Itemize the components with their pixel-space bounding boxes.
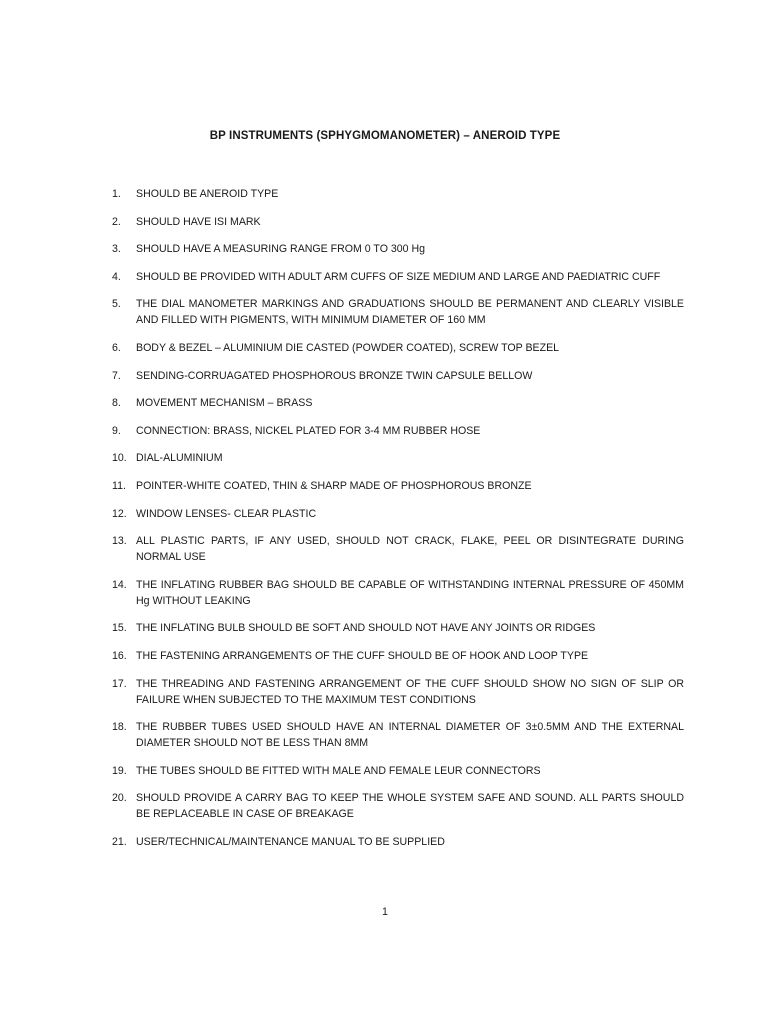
list-item-number: 10. bbox=[112, 452, 127, 465]
list-item-number: 5. bbox=[112, 298, 121, 311]
list-item-text: THE DIAL MANOMETER MARKINGS AND GRADUATIONS SHOULD BE PERMANENT AND CLEARLY VISIBLE AND FILLED WITH PIGMENTS, WITH MINIMUM DIAMETER OF 160 MM bbox=[136, 298, 684, 327]
page-number: 1 bbox=[382, 906, 388, 918]
list-item-text: SHOULD HAVE A MEASURING RANGE FROM 0 TO 300 Hg bbox=[136, 243, 426, 256]
list-item-number: 9. bbox=[112, 424, 121, 437]
list-item bbox=[112, 340, 684, 356]
list-item-number: 7. bbox=[112, 369, 121, 382]
list-item-text: ALL PLASTIC PARTS, IF ANY USED, SHOULD NOT CRACK, FLAKE, PEEL OR DISINTEGRATE DURING NORMAL USE bbox=[136, 535, 684, 564]
list-item-text: WINDOW LENSES- CLEAR PLASTIC bbox=[136, 507, 317, 520]
list-item bbox=[112, 296, 684, 328]
list-item-text: POINTER-WHITE COATED, THIN & SHARP MADE OF PHOSPHOROUS BRONZE bbox=[136, 479, 532, 492]
list-item bbox=[112, 478, 684, 494]
list-item bbox=[112, 648, 684, 664]
list-item-number: 15. bbox=[112, 622, 127, 635]
list-item-text: SHOULD BE ANEROID TYPE bbox=[136, 188, 279, 200]
list-item bbox=[112, 214, 684, 230]
list-item-number: 8. bbox=[112, 397, 121, 410]
list-item-text: SHOULD PROVIDE A CARRY BAG TO KEEP THE WHOLE SYSTEM SAFE AND SOUND. ALL PARTS SHOULD BE REPLACEABLE IN CASE OF BREAKAGE bbox=[136, 792, 684, 821]
list-item-number: 18. bbox=[112, 721, 127, 734]
list-item bbox=[112, 620, 684, 636]
list-item bbox=[112, 506, 684, 522]
list-item bbox=[112, 834, 684, 850]
list-item-number: 6. bbox=[112, 341, 121, 354]
document-title: BP INSTRUMENTS (SPHYGMOMANOMETER) – ANEROID TYPE bbox=[209, 130, 561, 142]
list-item-text: SHOULD BE PROVIDED WITH ADULT ARM CUFFS OF SIZE MEDIUM AND LARGE AND PAEDIATRIC CUFF bbox=[136, 270, 661, 283]
list-item-text: THE INFLATING RUBBER BAG SHOULD BE CAPABLE OF WITHSTANDING INTERNAL PRESSURE OF 450MM Hg WITHOUT LEAKING bbox=[136, 578, 684, 607]
list-item-text: SENDING-CORRUAGATED PHOSPHOROUS BRONZE TWIN CAPSULE BELLOW bbox=[136, 369, 533, 382]
list-item-number: 13. bbox=[112, 535, 127, 548]
list-item bbox=[112, 368, 684, 384]
list-item bbox=[112, 186, 684, 202]
list-item bbox=[112, 676, 684, 708]
list-item bbox=[112, 395, 684, 411]
list-item bbox=[112, 719, 684, 751]
list-item-number: 21. bbox=[112, 835, 127, 848]
list-item bbox=[112, 577, 684, 609]
list-item-number: 2. bbox=[112, 215, 121, 228]
list-item-text: SHOULD HAVE ISI MARK bbox=[136, 215, 261, 228]
list-item-text: THE FASTENING ARRANGEMENTS OF THE CUFF SHOULD BE OF HOOK AND LOOP TYPE bbox=[136, 649, 589, 662]
list-item bbox=[112, 450, 684, 466]
list-item bbox=[112, 241, 684, 257]
specification-list bbox=[112, 186, 684, 861]
list-item-number: 12. bbox=[112, 507, 127, 520]
list-item-number: 20. bbox=[112, 792, 127, 805]
list-item-text: THE THREADING AND FASTENING ARRANGEMENT OF THE CUFF SHOULD SHOW NO SIGN OF SLIP OR FAILURE WHEN SUBJECTED TO THE MAXIMUM TEST CONDITIONS bbox=[136, 677, 684, 706]
list-item-text: THE INFLATING BULB SHOULD BE SOFT AND SHOULD NOT HAVE ANY JOINTS OR RIDGES bbox=[136, 622, 596, 635]
list-item-number: 14. bbox=[112, 578, 127, 591]
list-item-text: THE RUBBER TUBES USED SHOULD HAVE AN INTERNAL DIAMETER OF 3±0.5MM AND THE EXTERNAL DIAMETER SHOULD NOT BE LESS THAN 8MM bbox=[136, 721, 684, 750]
list-item-text: THE TUBES SHOULD BE FITTED WITH MALE AND FEMALE LEUR CONNECTORS bbox=[136, 764, 541, 777]
list-item-number: 16. bbox=[112, 649, 127, 662]
list-item bbox=[112, 269, 684, 285]
list-item-number: 11. bbox=[112, 479, 126, 492]
list-item bbox=[112, 533, 684, 565]
list-item-text: BODY & BEZEL – ALUMINIUM DIE CASTED (POWDER COATED), SCREW TOP BEZEL bbox=[136, 341, 560, 354]
list-item bbox=[112, 423, 684, 439]
list-item bbox=[112, 790, 684, 822]
list-item-text: USER/TECHNICAL/MAINTENANCE MANUAL TO BE SUPPLIED bbox=[136, 835, 445, 848]
list-item-number: 3. bbox=[112, 243, 121, 256]
list-item-number: 4. bbox=[112, 270, 121, 283]
list-item-text: DIAL-ALUMINIUM bbox=[136, 452, 223, 465]
list-item-number: 1. bbox=[112, 188, 121, 200]
list-item-text: CONNECTION: BRASS, NICKEL PLATED FOR 3-4 MM RUBBER HOSE bbox=[136, 424, 481, 437]
list-item-number: 17. bbox=[112, 677, 127, 690]
list-item-number: 19. bbox=[112, 764, 127, 777]
list-item bbox=[112, 763, 684, 779]
list-item-text: MOVEMENT MECHANISM – BRASS bbox=[136, 397, 313, 410]
